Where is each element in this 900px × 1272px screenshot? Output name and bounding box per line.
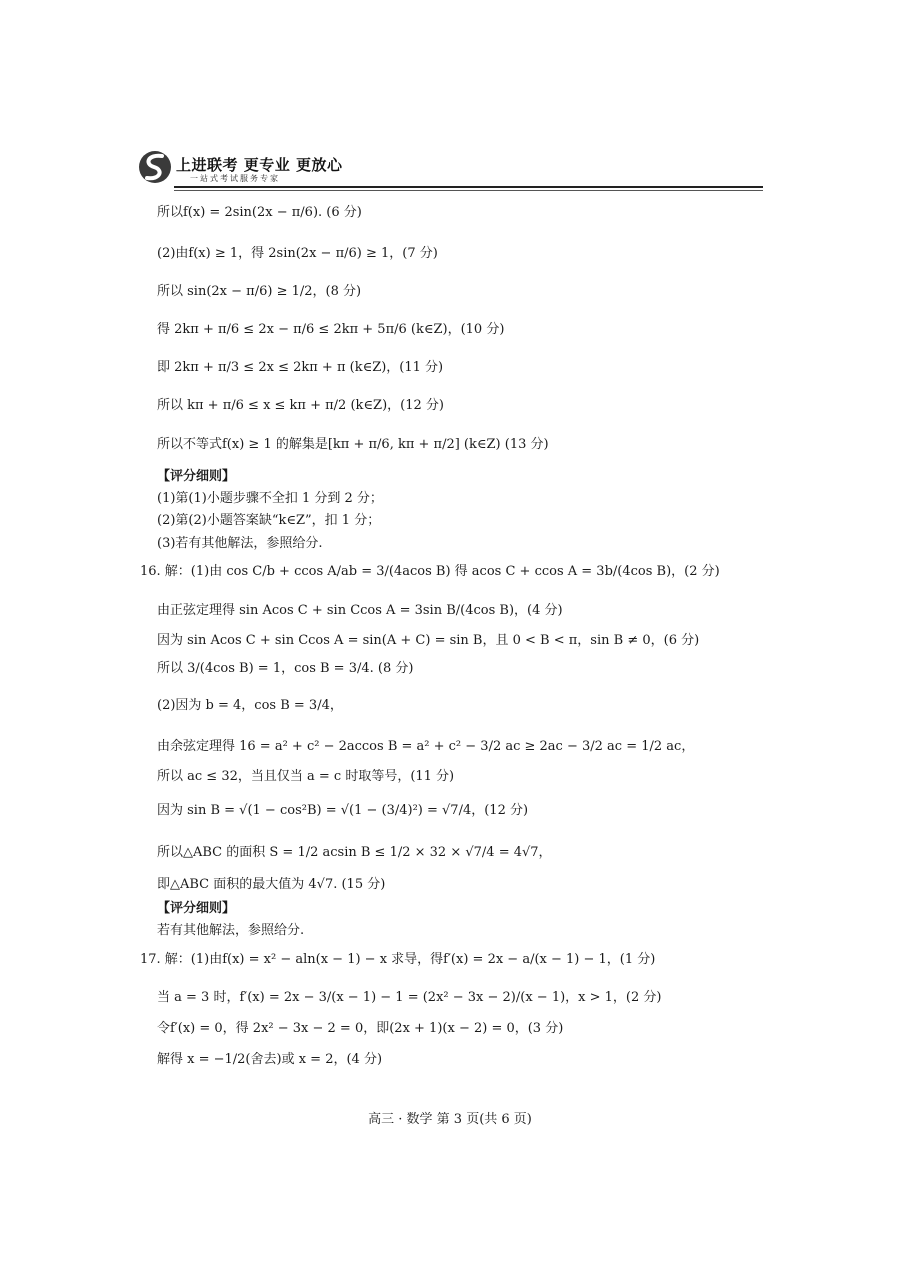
solution-line: 所以不等式f(x) ≥ 1 的解集是[kπ + π/6, kπ + π/2] (k∈Z) (13 分) <box>157 437 549 452</box>
solution-line: (3)若有其他解法，参照给分. <box>157 536 323 551</box>
solution-line: 由正弦定理得 sin Acos C + sin Ccos A = 3sin B/(4cos B)，(4 分) <box>157 603 563 618</box>
solution-line: (2)第(2)小题答案缺“k∈Z”，扣 1 分； <box>157 513 381 528</box>
solution-line: (1)第(1)小题步骤不全扣 1 分到 2 分； <box>157 491 383 506</box>
header-rule <box>174 186 763 188</box>
solution-line: 当 a = 3 时，f′(x) = 2x − 3/(x − 1) − 1 = (2x² − 3x − 2)/(x − 1)，x > 1，(2 分) <box>157 990 662 1005</box>
solution-line: 16. 解：(1)由 cos C/b + ccos A/ab = 3/(4acos B) 得 acos C + ccos A = 3b/(4cos B)，(2 分) <box>140 564 720 579</box>
brand-slogan: 上进联考 更专业 更放心 <box>176 156 343 174</box>
brand-tagline: 一站式考试服务专家 <box>190 174 280 183</box>
section-heading: 【评分细则】 <box>157 901 236 916</box>
solution-line: 得 2kπ + π/6 ≤ 2x − π/6 ≤ 2kπ + 5π/6 (k∈Z)，(10 分) <box>157 322 505 337</box>
solution-line: 所以 sin(2x − π/6) ≥ 1/2，(8 分) <box>157 284 362 299</box>
solution-line: 因为 sin B = √(1 − cos²B) = √(1 − (3/4)²) = √7/4，(12 分) <box>157 803 529 818</box>
solution-line: (2)因为 b = 4，cos B = 3/4， <box>157 698 343 713</box>
header-rule-thin <box>174 190 763 191</box>
solution-line: (2)由f(x) ≥ 1，得 2sin(2x − π/6) ≥ 1，(7 分) <box>157 246 438 261</box>
solution-line: 因为 sin Acos C + sin Ccos A = sin(A + C) = sin B，且 0 < B < π，sin B ≠ 0，(6 分) <box>157 633 700 648</box>
solution-line: 即 2kπ + π/3 ≤ 2x ≤ 2kπ + π (k∈Z)，(11 分) <box>157 360 444 375</box>
solution-line: 由余弦定理得 16 = a² + c² − 2accos B = a² + c² − 3/2 ac ≥ 2ac − 3/2 ac = 1/2 ac， <box>157 739 695 754</box>
solution-line: 所以△ABC 的面积 S = 1/2 acsin B ≤ 1/2 × 32 × √7/4 = 4√7， <box>157 845 552 860</box>
header <box>138 148 763 192</box>
solution-line: 所以 kπ + π/6 ≤ x ≤ kπ + π/2 (k∈Z)，(12 分) <box>157 398 444 413</box>
solution-line: 解得 x = −1/2(舍去)或 x = 2，(4 分) <box>157 1052 383 1067</box>
solution-line: 所以 ac ≤ 32，当且仅当 a = c 时取等号，(11 分) <box>157 769 455 784</box>
solution-line: 令f′(x) = 0，得 2x² − 3x − 2 = 0，即(2x + 1)(x − 2) = 0，(3 分) <box>157 1021 564 1036</box>
solution-line: 若有其他解法，参照给分. <box>157 923 305 938</box>
solution-line: 即△ABC 面积的最大值为 4√7. (15 分) <box>157 877 386 892</box>
page-footer: 高三 · 数学 第 3 页(共 6 页) <box>368 1112 532 1127</box>
solution-line: 所以f(x) = 2sin(2x − π/6). (6 分) <box>157 205 362 220</box>
solution-line: 所以 3/(4cos B) = 1，cos B = 3/4. (8 分) <box>157 661 414 676</box>
solution-line: 17. 解：(1)由f(x) = x² − aln(x − 1) − x 求导，得f′(x) = 2x − a/(x − 1) − 1，(1 分) <box>140 952 656 967</box>
section-heading: 【评分细则】 <box>157 469 236 484</box>
s-swirl-logo-icon <box>138 148 172 186</box>
